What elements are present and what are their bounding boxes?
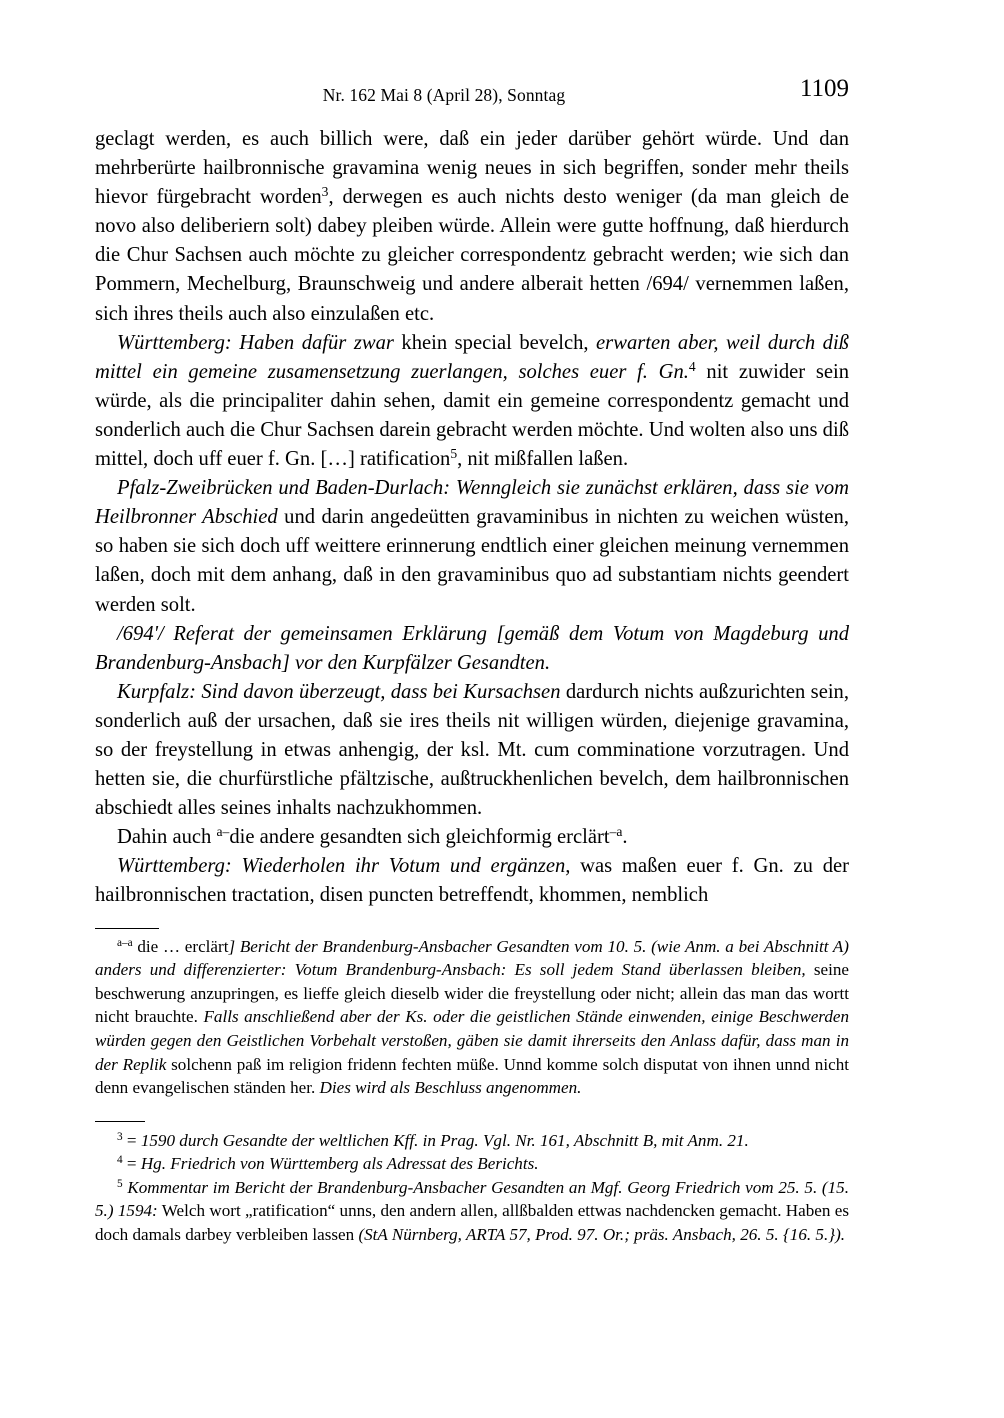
italic-run: Kommentar im Bericht der Brandenburg-Ansbacher Gesandten an Mgf. Georg Friedrich vom 25. 5. (15. 5.) 1594: <box>95 1177 849 1221</box>
footnote-marker: 3 <box>321 184 329 200</box>
footnote-marker: 5 <box>450 445 458 461</box>
running-head-title: Nr. 162 Mai 8 (April 28), Sonntag <box>322 85 566 105</box>
italic-run: Falls anschließend aber der Ks. oder die geistlichen Stände einwenden, einige Beschwerden würden gegen den Geistlichen Vorbehalt verstoßen, gäben sie damit ihrerseits den Anlass dafür, dass man in der Replik <box>95 1007 850 1074</box>
italic-run: Pfalz-Zweibrücken und Baden-Durlach: Wenngleich sie zunächst erklären, dass sie vom Heilbronner Abschied <box>95 477 849 529</box>
text-run: , derwegen es auch nichts desto weniger (da man gleich de novo also deliberiern solt) dabey pleiben würde. Allein were gutte hoffnung, daß hierdurch die Chur Sachsen auch möchte zu gleicher correspondentz gebracht werden; wie sich dan Pommern, Mechelburg, Braunschweig und andere alberait hetten /694/ vernemmen laßen, sich ihres theils auch also einzulaßen etc. <box>95 186 849 325</box>
footnote-marker: 4 <box>688 358 696 374</box>
paragraph-wuerttemberg-1 <box>95 329 849 474</box>
footnote-marker: 3 <box>117 1130 123 1143</box>
paragraph-referat-694 <box>95 620 849 678</box>
paragraph-dahin-auch <box>95 823 849 852</box>
footnote-marker: 5 <box>117 1178 123 1191</box>
text-run: geclagt werden, es auch billich were, daß ein jeder darüber gehört würde. Und dan mehrberürte hailbronnische gravamina wenig neues in sich begriffen, sonder mehr theils hievor fürgebracht worden <box>95 128 849 209</box>
text-run: was maßen euer f. Gn. zu der hailbronnischen tractation, disen puncten betreffendt, khommen, nemblich <box>95 855 849 907</box>
footnote-list <box>95 1129 849 1247</box>
text-run: seine beschwerung anzupringen, es lieffe gleich dieselb wider die freystellung oder nicht; allein das man das wortt nicht brauchte. <box>95 960 849 1027</box>
footnote-rule <box>95 1121 145 1122</box>
footnote-marker: a–a <box>117 936 133 949</box>
paragraph-pfalz-zweibruecken <box>95 474 849 619</box>
text-run: Dahin auch <box>117 826 217 849</box>
italic-run: Württemberg: Wiederholen ihr Votum und ergänzen, <box>117 855 571 878</box>
text-run: die … erclärt <box>132 936 229 956</box>
italic-run: (StA Nürnberg, ARTA 57, Prod. 97. Or.; präs. Ansbach, 26. 5. {16. 5.}). <box>358 1225 846 1245</box>
footnote-3 <box>95 1129 849 1153</box>
body-text <box>95 125 849 911</box>
apparatus-rule <box>95 928 159 929</box>
footnote-marker: –a <box>609 824 623 840</box>
italic-run: Kurpfalz: Sind davon überzeugt, dass bei Kursachsen <box>117 680 561 703</box>
paragraph-wuerttemberg-2 <box>95 852 849 910</box>
italic-run: Württemberg: Haben dafür zwar <box>117 331 394 354</box>
text-run: die andere gesandten sich gleichformig erclärt <box>229 826 610 849</box>
text-run: Welch wort „ratification“ unns, den andern allen, allßbalden ettwas nachdencken gemacht. Haben es doch damals darbey verbleiben lassen <box>95 1201 850 1245</box>
page-number: 1109 <box>799 75 849 102</box>
italic-run: /694'/ Referat der gemeinsamen Erklärung [gemäß dem Votum von Magdeburg und Brandenburg-Ansbach] vor den Kurpfälzer Gesandten. <box>95 622 849 674</box>
footnote-marker: a– <box>216 824 230 840</box>
apparatus-note-a <box>95 935 849 1100</box>
footnotes <box>95 1121 849 1247</box>
paragraph-kurpfalz <box>95 678 849 823</box>
text-run: khein special bevelch, <box>393 331 597 354</box>
page-content <box>95 75 850 1247</box>
text-run: = <box>122 1130 141 1150</box>
italic-run: Hg. Friedrich von Württemberg als Adressat des Berichts. <box>140 1154 539 1174</box>
text-run: nit zuwider sein würde, als die principaliter dahin sehen, damit ein gemeine correspondentz gemacht und sonderlich auch die Chur Sachsen darein gebracht werden möchte. Und wolten also uns diß mittel, doch uff euer f. Gn. […] ratification <box>95 360 850 471</box>
text-run: , nit mißfallen laßen. <box>457 448 629 471</box>
text-run: . <box>622 826 628 849</box>
text-run: solchenn paß im religion fridenn fechten müße. Unnd komme solch disputat von ihnen unnd nicht denn evangelischen ständen her. <box>95 1054 849 1098</box>
critical-apparatus <box>95 928 849 1100</box>
footnote-5 <box>95 1176 849 1247</box>
italic-run: 1590 durch Gesandte der weltlichen Kff. in Prag. Vgl. Nr. 161, Abschnitt B, mit Anm. 21. <box>140 1130 749 1150</box>
footnote-4 <box>95 1152 849 1176</box>
italic-run: Dies wird als Beschluss angenommen. <box>319 1078 582 1098</box>
text-run: und darin angedeütten gravaminibus in nichten zu weichen wüsten, so haben sie sich doch uff weittere erinnerung endtlich einer gleichen meinung vernemmen laßen, doch mit dem anhang, daß in den gravaminibus quo ad substantiam nichts geendert werden solt. <box>95 506 849 616</box>
italic-run: ] Bericht der Brandenburg-Ansbacher Gesandten vom 10. 5. (wie Anm. a bei Abschnitt A) anders und differenzierter: Votum Brandenburg-Ansbach: Es soll jedem Stand überlassen bleiben, <box>95 936 849 980</box>
running-head <box>95 75 849 112</box>
italic-run: erwarten aber, weil durch diß mittel ein gemeine zusamensetzung zuerlangen, solches euer f. Gn. <box>95 331 849 383</box>
text-run: dardurch nichts außzurichten sein, sonderlich auß der ursachen, daß sie ires theils nit willigen würden, diejenige gravamina, so der freystellung in etwas anhengig, der ksl. Mt. cum comminatione vorzutragen. Und hetten sie, die churfürstliche pfältzische, außtruckhenlichen bevelch, dem hailbronnischen abschiedt alles seines inhalts nachzukhommen. <box>95 680 850 820</box>
text-run: = <box>122 1154 141 1174</box>
footnote-marker: 4 <box>117 1154 123 1167</box>
paragraph-geclagt <box>95 125 849 329</box>
